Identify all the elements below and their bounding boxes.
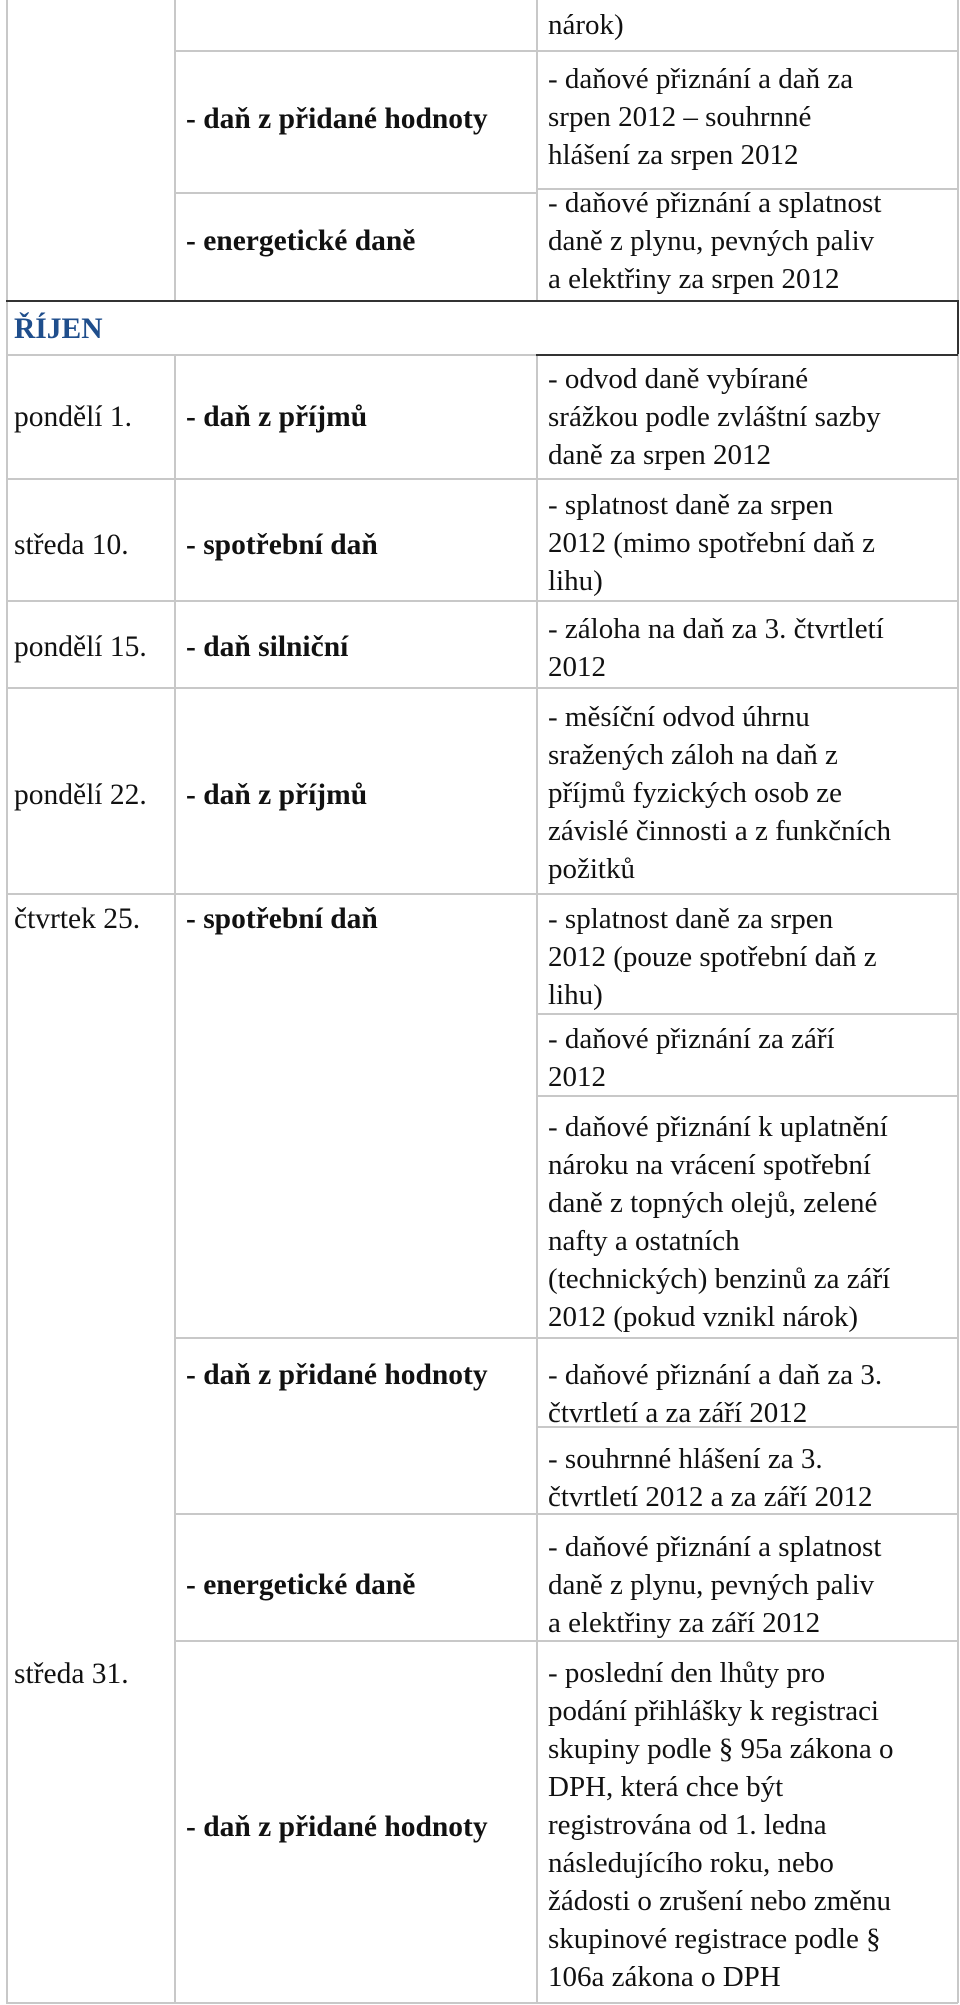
- row-divider: [6, 687, 958, 689]
- row-divider: [174, 50, 958, 52]
- desc-line: - měsíční odvod úhrnu: [548, 701, 810, 733]
- row-date: pondělí 15.: [14, 631, 147, 663]
- desc-line: lihu): [548, 979, 603, 1011]
- tax-name: - daň z příjmů: [186, 401, 368, 433]
- desc-line: nafty a ostatních: [548, 1225, 740, 1257]
- month-band-right: [957, 300, 959, 354]
- desc-line: a elektřiny za srpen 2012: [548, 263, 840, 295]
- desc-line: 2012 (pokud vznikl nárok): [548, 1301, 859, 1333]
- month-heading: ŘÍJEN: [14, 313, 103, 345]
- desc-line: (technických) benzinů za září: [548, 1263, 891, 1295]
- desc-line: - daňové přiznání k uplatnění: [548, 1111, 888, 1143]
- desc-line: a elektřiny za září 2012: [548, 1607, 821, 1639]
- row-date: pondělí 22.: [14, 779, 147, 811]
- desc-line: požitků: [548, 853, 635, 885]
- desc-line: závislé činnosti a z funkčních: [548, 815, 892, 847]
- desc-line: srpen 2012 – souhrnné: [548, 101, 812, 133]
- desc-line: srážkou podle zvláštní sazby: [548, 401, 881, 433]
- desc-line: žádosti o zrušení nebo změnu: [548, 1885, 892, 1917]
- desc-line: následujícího roku, nebo: [548, 1847, 834, 1879]
- month-band-bottom: [6, 354, 536, 356]
- row-divider: [6, 478, 958, 480]
- desc-line: skupiny podle § 95a zákona o: [548, 1733, 894, 1765]
- desc-line: - splatnost daně za srpen: [548, 489, 834, 521]
- desc-line: - daňové přiznání za září: [548, 1023, 835, 1055]
- desc-line: daně za srpen 2012: [548, 439, 772, 471]
- tax-name: - spotřební daň: [186, 903, 378, 935]
- desc-line: nároku na vrácení spotřební: [548, 1149, 871, 1181]
- row-divider: [6, 893, 958, 895]
- row-date: středa 31.: [14, 1658, 129, 1690]
- row-date: středa 10.: [14, 529, 129, 561]
- tax-name: - daň silniční: [186, 631, 349, 663]
- desc-line: - odvod daně vybírané: [548, 363, 809, 395]
- column-divider-tax: [536, 0, 538, 300]
- desc-line: - daňové přiznání a splatnost: [548, 1531, 882, 1563]
- desc-line: - daňové přiznání a daň za: [548, 63, 854, 95]
- desc-line: 2012: [548, 1061, 606, 1093]
- desc-line: 2012 (pouze spotřební daň z: [548, 941, 877, 973]
- desc-line: registrována od 1. ledna: [548, 1809, 827, 1841]
- row-divider: [174, 192, 536, 194]
- tax-name: - daň z příjmů: [186, 779, 368, 811]
- desc-line: daně z topných olejů, zelené: [548, 1187, 878, 1219]
- desc-line: čtvrtletí a za září 2012: [548, 1397, 808, 1429]
- tax-calendar-table: [6, 0, 958, 2003]
- tax-name: - daň z přidané hodnoty: [186, 1811, 488, 1843]
- desc-line: DPH, která chce být: [548, 1771, 784, 1803]
- desc-line: čtvrtletí 2012 a za září 2012: [548, 1481, 873, 1513]
- desc-line: hlášení za srpen 2012: [548, 139, 799, 171]
- desc-line: příjmů fyzických osob ze: [548, 777, 842, 809]
- row-divider: [174, 1337, 958, 1339]
- desc-line: daně z plynu, pevných paliv: [548, 225, 875, 257]
- tax-name: - energetické daně: [186, 1569, 416, 1601]
- desc-line: sražených záloh na daň z: [548, 739, 838, 771]
- desc-line: daně z plynu, pevných paliv: [548, 1569, 875, 1601]
- desc-continuation: nárok): [548, 9, 624, 41]
- tax-name: - daň z přidané hodnoty: [186, 103, 488, 135]
- desc-line: - poslední den lhůty pro: [548, 1657, 826, 1689]
- row-divider: [6, 600, 958, 602]
- desc-line: - splatnost daně za srpen: [548, 903, 834, 935]
- desc-line: 106a zákona o DPH: [548, 1961, 781, 1993]
- desc-line: - daňové přiznání a daň za 3.: [548, 1359, 883, 1391]
- desc-line: skupinové registrace podle §: [548, 1923, 881, 1955]
- row-date: čtvrtek 25.: [14, 903, 141, 935]
- desc-line: - záloha na daň za 3. čtvrtletí: [548, 613, 884, 645]
- column-divider-date: [174, 0, 176, 300]
- desc-line: podání přihlášky k registraci: [548, 1695, 879, 1727]
- desc-line: lihu): [548, 565, 603, 597]
- desc-line: 2012: [548, 651, 606, 683]
- row-date: pondělí 1.: [14, 401, 132, 433]
- desc-line: 2012 (mimo spotřební daň z: [548, 527, 876, 559]
- month-band-top: [6, 300, 958, 302]
- month-band-bottom: [536, 354, 958, 356]
- tax-name: - daň z přidané hodnoty: [186, 1359, 488, 1391]
- desc-line: - souhrnné hlášení za 3.: [548, 1443, 823, 1475]
- desc-line: - daňové přiznání a splatnost: [548, 187, 882, 219]
- table-border-bottom: [6, 2002, 958, 2004]
- tax-name: - spotřební daň: [186, 529, 378, 561]
- tax-name: - energetické daně: [186, 225, 416, 257]
